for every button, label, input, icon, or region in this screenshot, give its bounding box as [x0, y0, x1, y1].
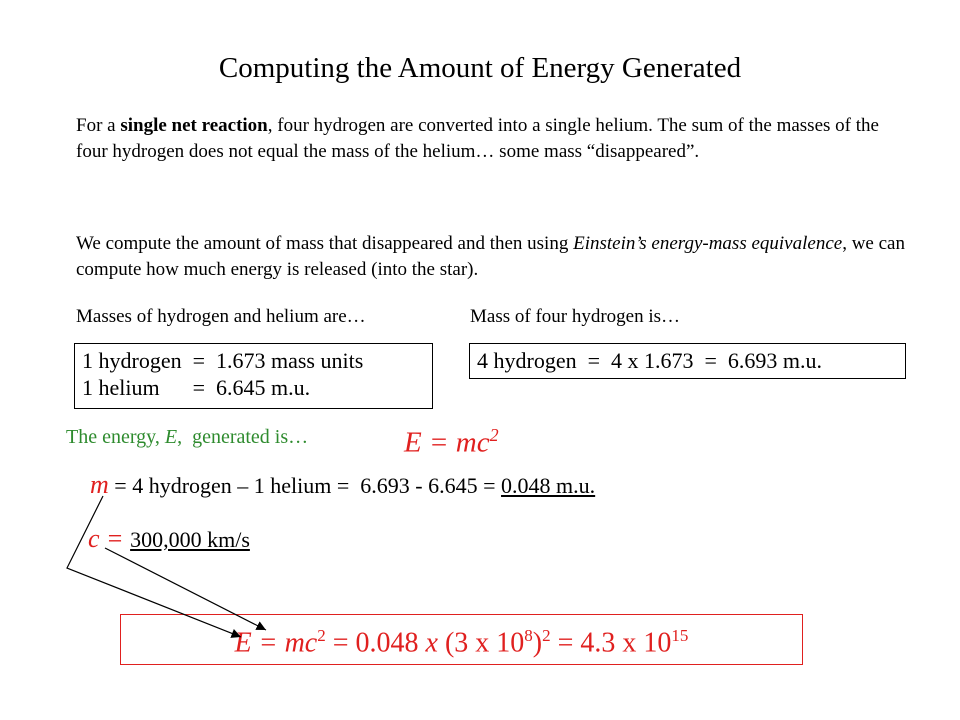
masses-heading: Masses of hydrogen and helium are…	[76, 306, 366, 327]
intro-text-end: , four hydrogen are converted into a single helium. The sum of the masses of the four hydrogen does not equal the mass of the helium… some mass “disappeared”.	[76, 115, 879, 162]
result-speed: (3 x 10	[437, 627, 525, 659]
helium-mass-line: 1 helium = 6.645 m.u.	[82, 375, 311, 400]
mass-difference-text: = 4 hydrogen – 1 helium = 6.693 - 6.645 =	[108, 473, 502, 498]
m-arrow	[67, 496, 241, 637]
result-mass: = 0.048	[325, 627, 426, 659]
result-exp-2: 8	[524, 626, 533, 645]
result-times: x	[425, 627, 438, 659]
result-exp-1: 2	[317, 626, 326, 645]
result-paren: )	[532, 627, 543, 659]
formula-base: E = mc	[404, 426, 490, 459]
result-exp-4: 15	[671, 626, 689, 645]
intro-text-start: For a	[76, 115, 121, 136]
energy-label-var: E	[164, 426, 178, 448]
method-italic-phrase: Einstein’s energy-mass equivalence	[573, 233, 843, 254]
page-title: Computing the Amount of Energy Generated	[218, 52, 742, 84]
hydrogen-mass-line: 1 hydrogen = 1.673 mass units	[82, 348, 364, 373]
formula-exponent: 2	[489, 425, 499, 445]
four-hydrogen-heading: Mass of four hydrogen is…	[470, 306, 681, 327]
c-arrow	[105, 548, 266, 630]
intro-bold-phrase: single net reaction	[120, 115, 268, 136]
result-exp-3: 2	[542, 626, 551, 645]
four-hydrogen-line: 4 hydrogen = 4 x 1.673 = 6.693 m.u.	[477, 348, 823, 373]
speed-variable: c =	[88, 524, 131, 553]
speed-value: 300,000 km/s	[130, 527, 250, 552]
method-text-end: , we can compute how much energy is released (into the star).	[76, 233, 905, 280]
mass-difference-result: 0.048 m.u.	[501, 473, 596, 498]
result-formula: E = mc	[234, 627, 318, 659]
mass-variable: m	[90, 470, 109, 499]
energy-label-post: , generated is…	[177, 426, 309, 448]
energy-label-pre: The energy,	[66, 426, 165, 448]
method-text-start: We compute the amount of mass that disappeared and then using	[76, 233, 574, 254]
result-value: = 4.3 x 10	[550, 627, 672, 659]
